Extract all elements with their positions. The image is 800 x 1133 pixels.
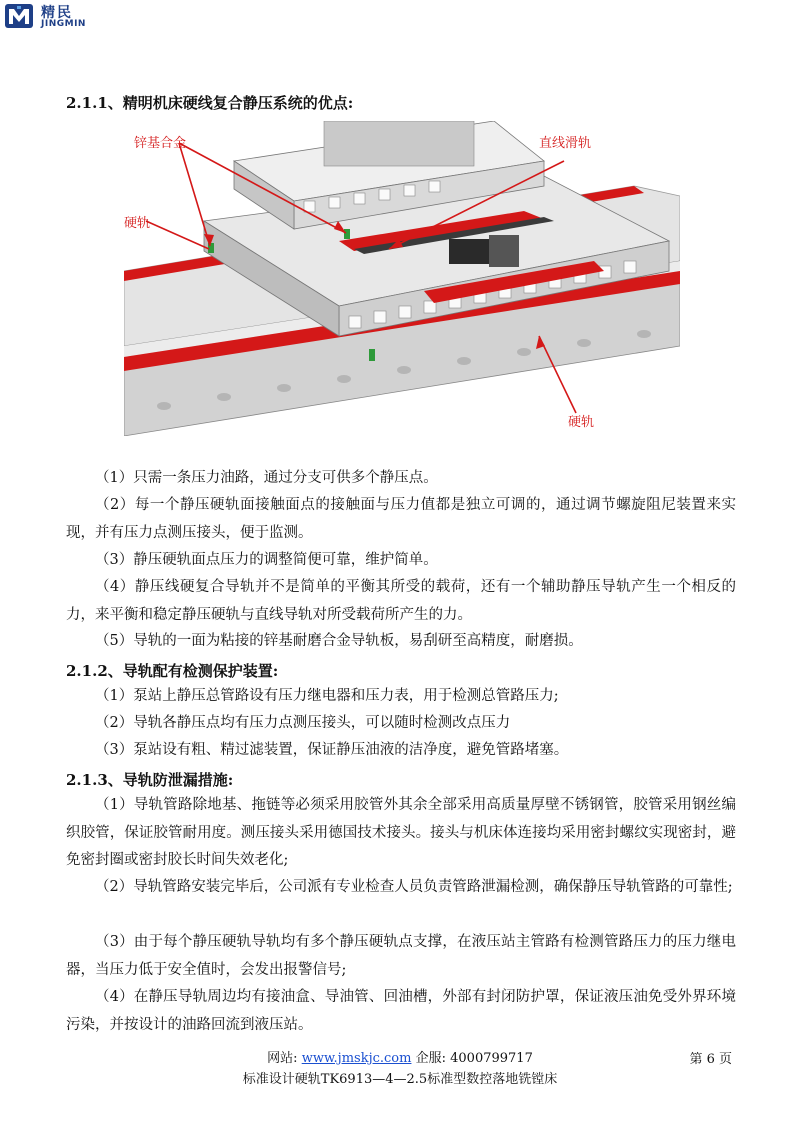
section-heading-2-1-1: 2.1.1、精明机床硬线复合静压系统的优点: <box>66 94 354 112</box>
paragraph-item: （1）只需一条压力油路，通过分支可供多个静压点。 <box>95 470 438 486</box>
paragraph-item: （1）泵站上静压总管路设有压力继电器和压力表，用于检测总管路压力; <box>95 688 559 704</box>
footer-qq-value: 4000799717 <box>450 1051 533 1066</box>
paragraph-item: （2）导轨各静压点均有压力点测压接头，可以随时检测改点压力 <box>95 715 511 731</box>
label-hard-rail-left: 硬轨 <box>124 216 151 231</box>
machine-guideway-figure <box>124 121 680 436</box>
paragraph-item: （5）导轨的一面为粘接的锌基耐磨合金导轨板，易刮研至高精度，耐磨损。 <box>95 633 583 649</box>
paragraph-item: （2）导轨管路安装完毕后，公司派有专业检查人员负责管路泄漏检测，确保静压导轨管路的可靠性; <box>95 879 733 895</box>
section-heading-2-1-3: 2.1.3、导轨防泄漏措施: <box>66 771 234 789</box>
footer-website-link[interactable]: www.jmskjc.com <box>301 1051 412 1066</box>
company-logo <box>4 2 114 32</box>
footer-qq-label: 企服: <box>415 1051 446 1066</box>
section-heading-2-1-2: 2.1.2、导轨配有检测保护装置: <box>66 662 279 680</box>
paragraph-item: （2）每一个静压硬轨面接触面点的接触面与压力值都是独立可调的，通过调节螺旋阻尼装置来实现，并有压力点测压接头，便于监测。 <box>66 497 736 541</box>
paragraph-item: （3）由于每个静压硬轨导轨均有多个静压硬轨点支撑，在液压站主管路有检测管路压力的压力继电器，当压力低于安全值时，会发出报警信号; <box>66 934 736 978</box>
label-linear-rail: 直线滑轨 <box>539 136 592 151</box>
footer-contact <box>0 1047 800 1066</box>
paragraph-item: （3）泵站设有粗、精过滤装置，保证静压油液的洁净度，避免管路堵塞。 <box>95 742 569 758</box>
jingmin-logo-icon <box>4 2 34 30</box>
paragraph-item: （3）静压硬轨面点压力的调整简便可靠，维护简单。 <box>95 552 438 568</box>
footer-site-label: 网站: <box>267 1051 298 1066</box>
logo-text-en: JINGMIN <box>41 19 86 29</box>
label-hard-rail-bottom: 硬轨 <box>568 415 595 430</box>
footer-document-title: 标准设计硬轨TK6913—4—2.5标准型数控落地铣镗床 <box>242 1072 558 1087</box>
label-zinc-alloy: 锌基合金 <box>134 136 187 151</box>
logo-text-cn: 精民 <box>41 5 73 21</box>
page-number: 第 6 页 <box>689 1052 732 1067</box>
paragraph-item: （4）静压线硬复合导轨并不是简单的平衡其所受的载荷，还有一个辅助静压导轨产生一个相反的力，来平衡和稳定静压硬轨与直线导轨对所受载荷所产生的力。 <box>66 579 736 623</box>
paragraph-item: （1）导轨管路除地基、拖链等必须采用胶管外其余全部采用高质量厚壁不锈钢管，胶管采用钢丝编织胶管，保证胶管耐用度。测压接头采用德国技术接头。接头与机床体连接均采用密封螺纹实现密封，避免密封圈或密封胶长时间失效老化; <box>66 797 736 868</box>
paragraph-item: （4）在静压导轨周边均有接油盒、导油管、回油槽，外部有封闭防护罩，保证液压油免受外界环境污染，并按设计的油路回流到液压站。 <box>66 989 736 1033</box>
